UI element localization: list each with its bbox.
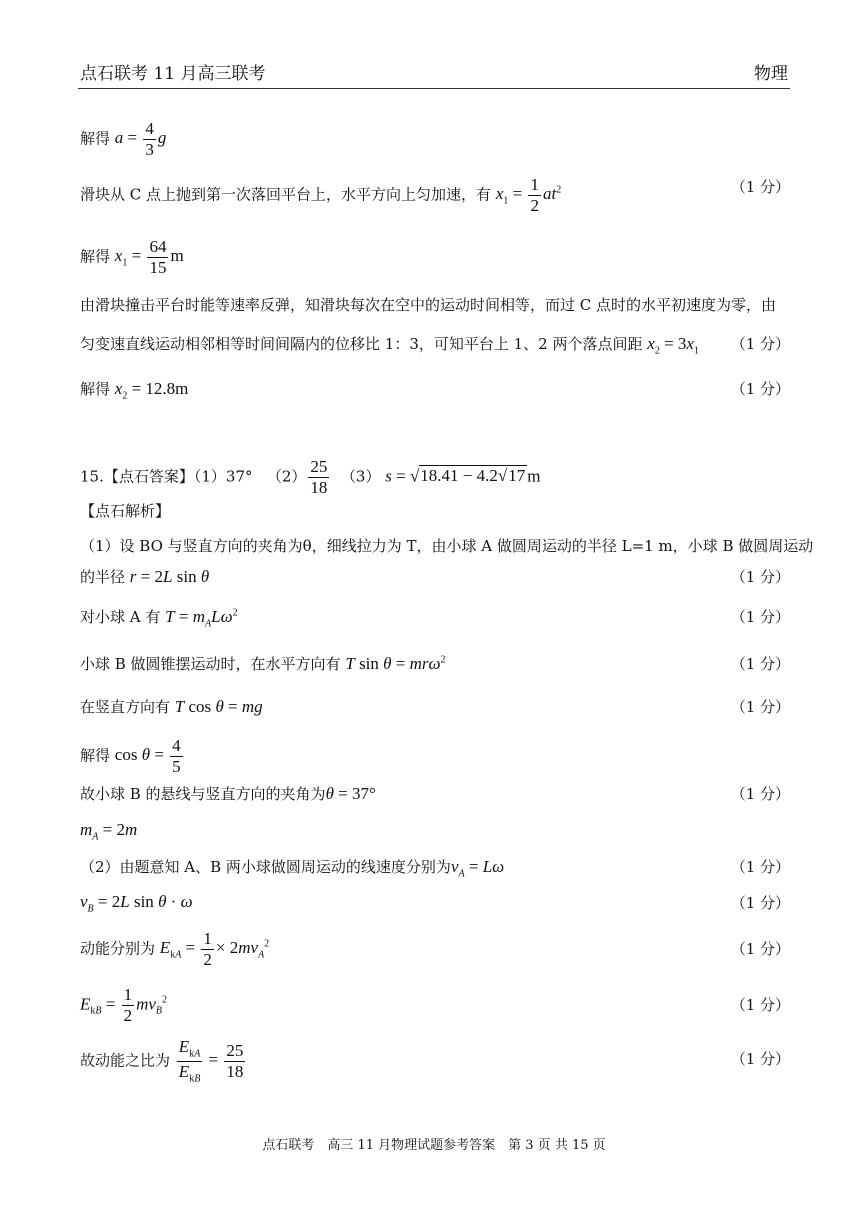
p4: 在竖直方向有 T cos θ = mg （1 分） (80, 697, 790, 716)
score: （1 分） (730, 655, 790, 673)
q15-answer: 15.【点石答案】（1）37° （2） $\frac{25}{18}$ （3） s = √18.41 − 4.2√17 m (80, 457, 541, 497)
p2: 对小球 A 有 $T = m_AL\omega^2$ （1 分） (80, 607, 790, 630)
score: （1 分） (730, 940, 790, 958)
score: （1 分） (730, 996, 790, 1014)
p12: 故动能之比为 $\frac{E_{kA}}{E_{kB}}$ = $\frac{25}{18}$ （1 分） (80, 1037, 790, 1085)
score: （1 分） (730, 568, 790, 586)
line-para: 由滑块撞击平台时能等速率反弹，知滑块每次在空中的运动时间相等，而过 C 点时的水平初速度为零，由 (80, 296, 777, 314)
score: （1 分） (730, 1050, 790, 1068)
analysis-title: 【点石解析】 (80, 502, 171, 520)
score: （1 分） (730, 335, 790, 353)
score: （1 分） (730, 894, 790, 912)
score: （1 分） (730, 858, 790, 876)
p1b: 的半径 r = 2L sin θ （1 分） (80, 567, 790, 586)
line-x2-val: 解得 $x_2 = 12.8m$ （1 分） (80, 379, 790, 402)
p9: $v_B = 2L$ sin θ · ω （1 分） (80, 892, 790, 915)
p11: $E_{kB}$ = $\frac{1}{2}$ $mv_B^2$ （1 分） (80, 985, 790, 1025)
header-title: 点石联考 11 月高三联考 (80, 64, 266, 84)
line-x2-eq: 匀变速直线运动相邻相等时间间隔内的位移比 1：3，可知平台上 1、2 两个落点间距 $x_2 = 3x_1$ （1 分） (80, 334, 790, 357)
score: （1 分） (730, 698, 790, 716)
p6: 故小球 B 的悬线与竖直方向的夹角为θ = 37° （1 分） (80, 784, 790, 803)
p5: 解得 cos θ = $\frac{4}{5}$ (80, 736, 181, 776)
header-subject: 物理 (754, 64, 788, 84)
p3: 小球 B 做圆锥摆运动时，在水平方向有 T sin θ = mrω$^2$ （1 分） (80, 654, 790, 673)
p10: 动能分别为 $E_{kA}$ = $\frac{1}{2}$ × $2mv_A^2$ （1 分） (80, 929, 790, 969)
page-footer: 点石联考 高三 11 月物理试题参考答案 第 3 页 共 15 页 (262, 1138, 606, 1153)
p7: $m_A = 2m$ (80, 820, 138, 843)
page-header (78, 62, 790, 89)
score: （1 分） (730, 785, 790, 803)
p1a: （1）设 BO 与竖直方向的夹角为θ，细线拉力为 T，由小球 A 做圆周运动的半径 L=1 m，小球 B 做圆周运动 (80, 537, 814, 555)
score: （1 分） (730, 608, 790, 626)
p8: （2）由题意知 A、B 两小球做圆周运动的线速度分别为$v_A = L\omega$ （1 分） (80, 857, 790, 880)
score: （1 分） (730, 380, 790, 398)
score: （1 分） (730, 178, 790, 196)
line-a: 解得 a = $\frac{4}{3}$ g (80, 119, 167, 159)
line-x1-eq: 滑块从 C 点上抛到第一次落回平台上，水平方向上匀加速，有 $x_1$ = $\frac{1}{2}$ $at^2$ （1 分） (80, 175, 790, 215)
line-x1-val: 解得 $x_1$ = $\frac{64}{15}$ m (80, 237, 184, 277)
